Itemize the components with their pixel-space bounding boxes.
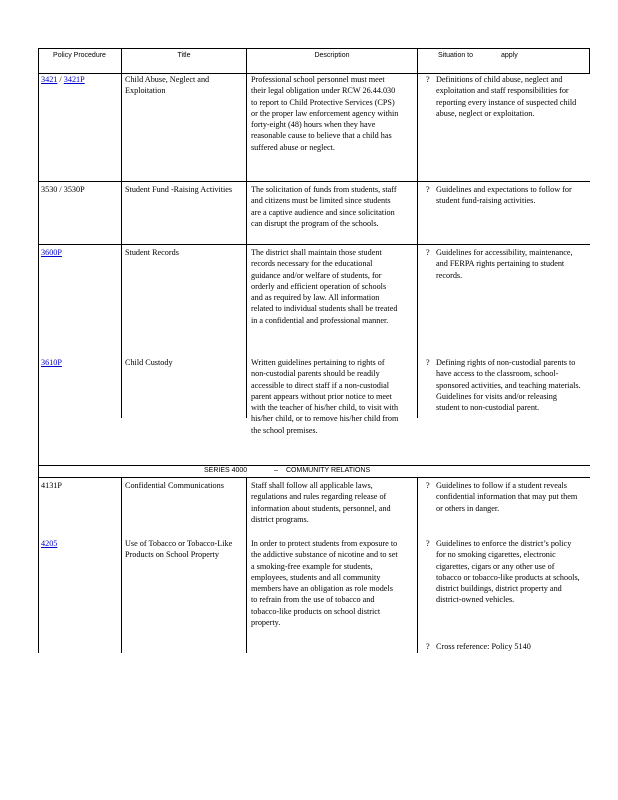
bullet-glyph: ? <box>426 75 430 84</box>
series-name: COMMUNITY RELATIONS <box>286 467 371 474</box>
table-rule <box>38 48 39 653</box>
bullet-glyph: ? <box>426 358 430 367</box>
policy-description: Written guidelines pertaining to rights of non-custodial parents should be readily accessible to direct staff if a non-custodial parent appears without prior notice to meet with the teacher of his/her child, to visit with his/her child, or to remove his/her child from the school premises. <box>251 358 399 435</box>
table-rule <box>121 478 122 653</box>
procedure-link[interactable]: 3600P <box>41 248 62 257</box>
policy-title: Confidential Communications <box>125 481 224 490</box>
table-rule <box>417 478 418 653</box>
series-label: SERIES 4000 <box>204 467 248 474</box>
policy-link[interactable]: 3421 <box>41 75 58 84</box>
policy-title: Student Fund -Raising Activities <box>125 185 233 194</box>
bullet-glyph: ? <box>426 642 430 651</box>
table-rule <box>246 48 247 418</box>
policy-description: In order to protect students from exposure to the addictive substance of nicotine and to set a smoking-free example for students, employees, students and all community members have an obligation as role models to refrain from the use of tobacco and tobacco-like products on school district property. <box>251 539 398 628</box>
series-heading <box>38 466 590 476</box>
policy-title: Use of Tobacco or Tobacco-Like Products on School Property <box>125 539 233 560</box>
header-policy-procedure: Policy Procedure <box>53 52 106 59</box>
policy-description: Staff shall follow all applicable laws, regulations and rules regarding release of information about students, personnel, and district programs. <box>251 481 391 524</box>
table-rule <box>246 478 247 653</box>
bullet-glyph: ? <box>426 481 430 490</box>
policy-code <box>41 357 119 368</box>
bullet-glyph: ? <box>426 539 430 548</box>
policy-description: The solicitation of funds from students, staff and citizens must be limited since students are a captive audience and since solicitation can disrupt the program of the schools. <box>251 185 397 228</box>
policy-description: Professional school personnel must meet their legal obligation under RCW 26.44.030 to report to Child Protective Services (CPS) or the proper law enforcement agency within forty-eight (48) hours when they have reasonable cause to believe that a child has suffered abuse or neglect. <box>251 75 399 152</box>
bullet-glyph: ? <box>426 248 430 257</box>
policy-description: The district shall maintain those student records necessary for the educational guidance and/or welfare of students, for orderly and efficient operation of schools and as required by law. All information related to individual students shall be treated in a confidential and professional manner. <box>251 248 398 325</box>
header-situation: Situation to <box>438 52 474 59</box>
procedure-link[interactable]: 3610P <box>41 358 62 367</box>
header-description: Description <box>314 52 350 59</box>
row-divider <box>38 477 590 478</box>
policy-code: 3530 / 3530P <box>41 185 85 194</box>
row-divider <box>38 181 590 182</box>
table-rule <box>417 48 418 418</box>
series-dash: – <box>274 467 278 474</box>
policy-title: Student Records <box>125 248 179 257</box>
policy-link[interactable]: 4205 <box>41 539 58 548</box>
table-rule <box>589 48 590 73</box>
policy-code: 3421 / 3421P <box>41 75 85 84</box>
row-divider <box>38 244 590 245</box>
document-page: Policy Procedure Title Description Situation to apply 3421 / 3421P Child Abuse, Neglect and Exploitation Professional school personnel must meet their legal obligation under RCW 26.44.030 to report to Child Protective Services (CPS) or the proper law enforcement agency within forty-eight (48) hours when they have reasonable cause to believe that a child has suffered abuse or neglect. ? Definitions of child abuse, neglect and exploitation and staff responsibilities for reporting every instance of suspected child abuse, neglect or exploitation. 3530 / 3530P Student Fund -Raising Activities The solicitation of funds from students, staff and citizens must be limited since students are a captive audience and since solicitation can disrupt the program of the schools. ? Guidelines and expectations to follow for student fund-raising activities. 3600P Student Records The district shall maintain those student records necessary for the educational guidance and/or welfare of students, for orderly and efficient operation of schools and as required by law. All information related to individual students shall be treated in a confidential and professional manner. ? Guidelines for accessibility, maintenance, and FERPA rights pertaining to student records. 3610P Child Custody Written guidelines pertaining to rights of non-custodial parents should be readily accessible to direct staff if a non-custodial parent appears without prior notice to meet with the teacher of his/her child, to visit with his/her child, or to remove his/her child from the school premises. ? Defining rights of non-custodial parents to have access to the classroom, school-sponsored activities, and teaching materials. Guidelines for visits and/or releasing student to non-custodial parent. SERIES 4000 – COMMUNITY RELATIONS 4131P Confidential Communications Staff shall follow all applicable laws, regulations and rules regarding release of information about students, personnel, and district programs. ? Guidelines to follow if a student reveals confidential information that may put them or others in danger. 4205 Use of Tobacco or Tobacco-Like Products on School Property In order to protect students from exposure to the addictive substance of nicotine and to set a smoking-free example for students, employees, students and all community members have an obligation as role models to refrain from the use of tobacco and tobacco-like products on school district property. ? Guidelines to enforce the district’s policy for no smoking cigarettes, electronic cigarettes, cigars or any other use of tobacco or tobacco-like products at schools, district buildings, district property and district-owned vehicles. ? Cross reference: Policy 5140 <box>0 0 618 800</box>
bullet-glyph: ? <box>426 185 430 194</box>
header-apply: apply <box>501 52 518 59</box>
table-rule <box>121 48 122 418</box>
policy-code <box>41 247 119 258</box>
procedure-link[interactable]: 3421P <box>63 75 85 84</box>
policy-code: 4131P <box>41 481 62 490</box>
policy-code <box>41 538 119 549</box>
policy-title: Child Custody <box>125 358 173 367</box>
header-title: Title <box>177 52 191 59</box>
policy-title: Child Abuse, Neglect and Exploitation <box>125 75 210 96</box>
